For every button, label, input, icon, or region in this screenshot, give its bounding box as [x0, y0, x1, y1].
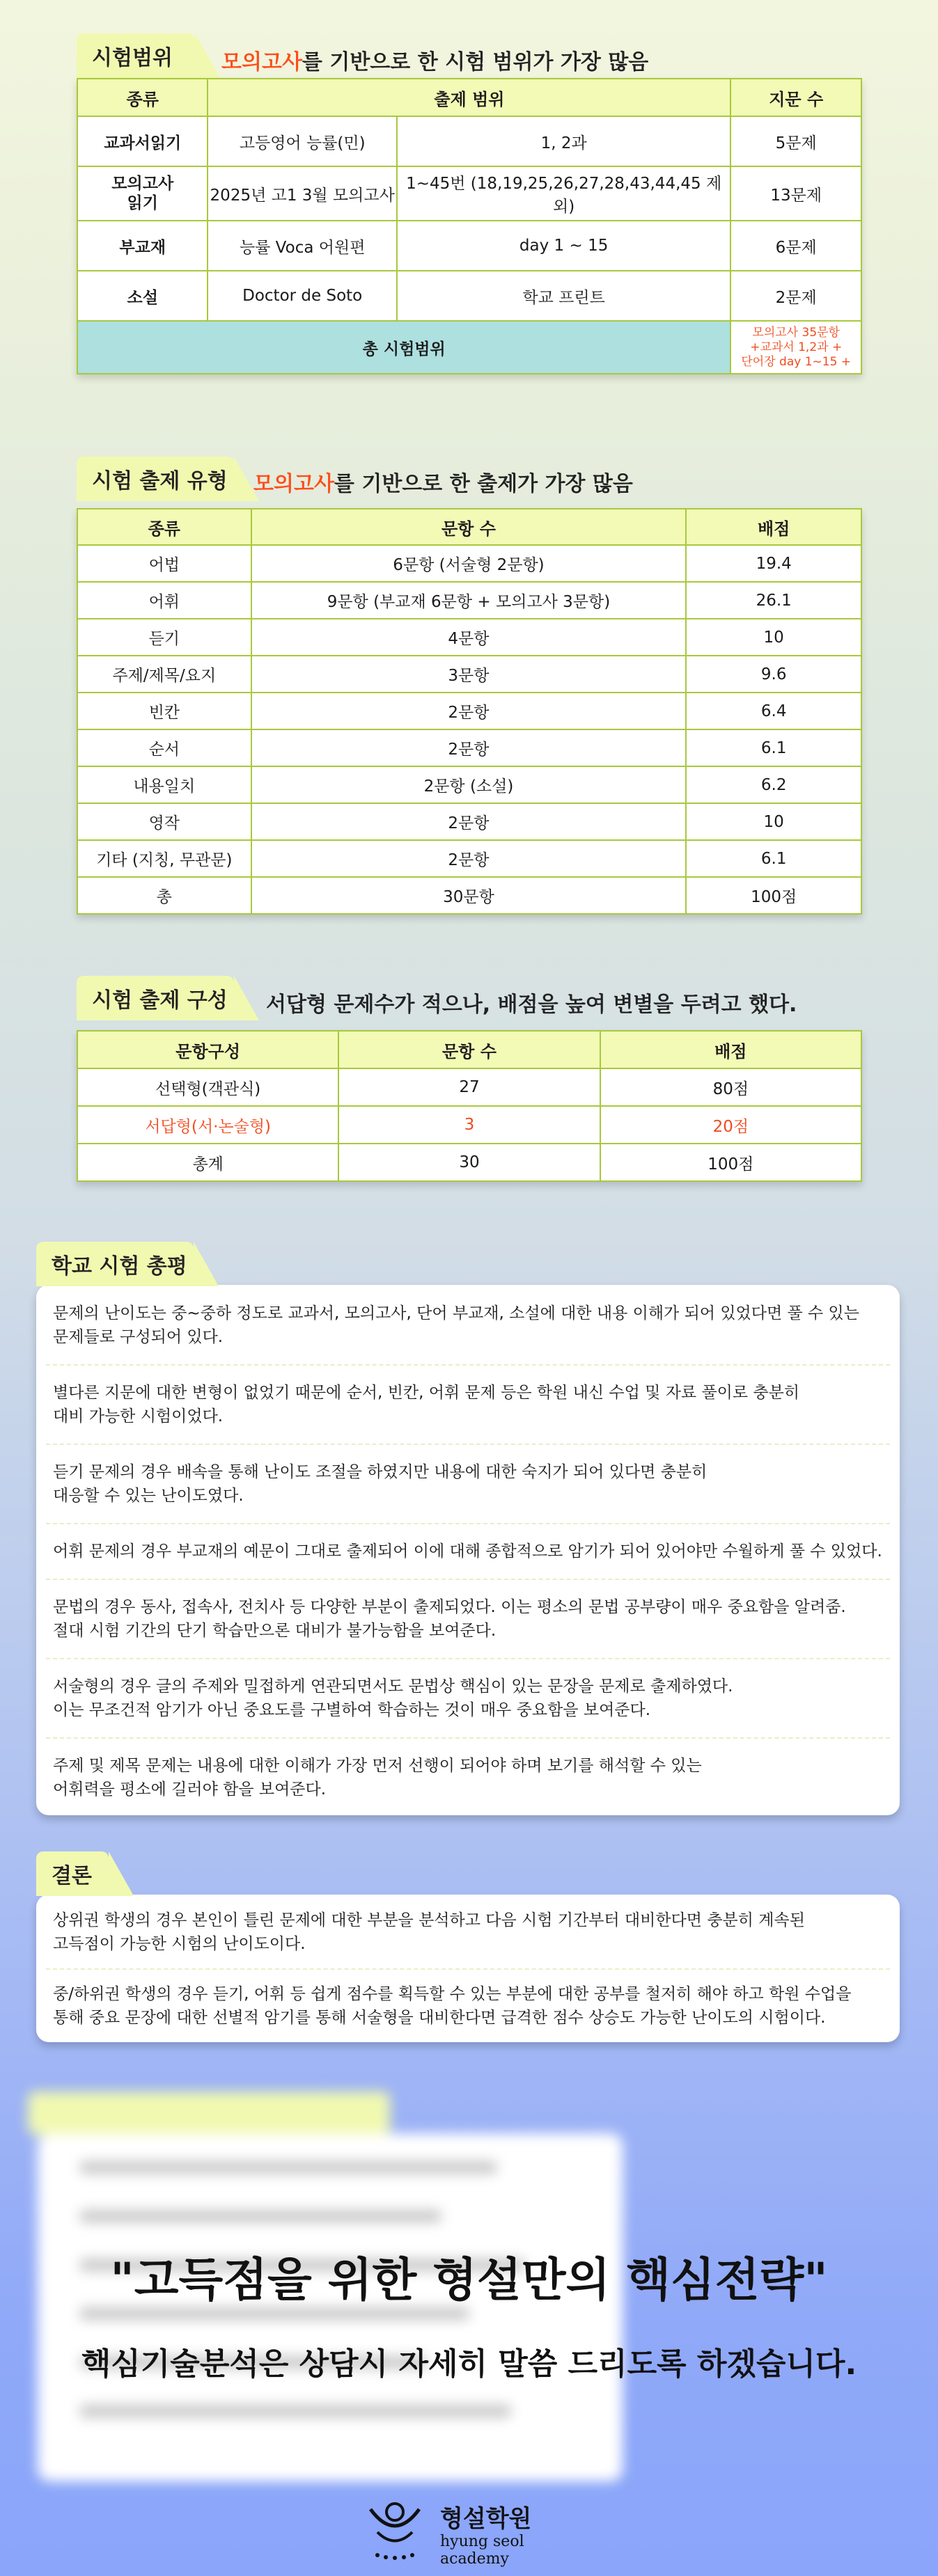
types-cell: 6문항 (서술형 2문항) [251, 545, 687, 582]
scope-cell-type: 부교재 [77, 221, 208, 271]
types-cell: 어법 [77, 545, 251, 582]
table-row [77, 766, 861, 803]
scope-cell-src: 고등영어 능률(민) [208, 116, 396, 166]
table-row [77, 729, 861, 766]
review-item: 듣기 문제의 경우 배속을 통해 난이도 조절을 하였지만 내용에 대한 숙지가 되어 있다면 충분히 대응할 수 있는 난이도였다. [53, 1463, 708, 1505]
table-row [77, 877, 861, 914]
structure-headline: 서답형 문제수가 적으나, 배점을 높여 변별을 두려고 했다. [266, 993, 797, 1017]
types-cell: 기타 (지칭, 무관문) [77, 840, 251, 877]
types-cell: 2문항 (소설) [251, 766, 687, 803]
academy-logo [357, 2494, 586, 2568]
structure-cell: 100점 [600, 1144, 861, 1181]
structure-cell: 30 [338, 1144, 600, 1181]
scope-headline-rest: 를 기반으로 한 시험 범위가 가장 많음 [302, 50, 649, 74]
table-row [77, 166, 861, 221]
types-header-count: 문항 수 [251, 509, 687, 545]
structure-cell: 선택형(객관식) [77, 1068, 338, 1106]
scope-cell-src: 2025년 고1 3월 모의고사 [208, 166, 396, 221]
conclusion-item: 중/하위권 학생의 경우 듣기, 어휘 등 쉽게 점수를 획득할 수 있는 부분에 대한 공부를 철저히 해야 하고 학원 수업을 통해 중요 문장에 대한 선별적 암기를 통해 서술형을 대비한다면 급격한 점수 상승도 가능한 난이도의 시험이다. [53, 1985, 852, 2027]
table-row [77, 803, 861, 840]
types-cell: 6.2 [686, 766, 861, 803]
table-row [77, 221, 861, 271]
structure-cell: 80점 [600, 1068, 861, 1106]
types-cell: 어휘 [77, 582, 251, 619]
scope-cell-type: 교과서읽기 [77, 116, 208, 166]
types-cell: 순서 [77, 729, 251, 766]
table-row [77, 693, 861, 729]
types-cell: 3문항 [251, 656, 687, 693]
types-cell: 2문항 [251, 693, 687, 729]
types-cell: 6.1 [686, 840, 861, 877]
types-header-score: 배점 [686, 509, 861, 545]
review-card [36, 1285, 900, 1815]
academy-name: 형설학원 [440, 2505, 532, 2533]
table-row [77, 116, 861, 166]
types-cell: 9문항 (부교재 6문항 + 모의고사 3문항) [251, 582, 687, 619]
scope-cell-count: 5문제 [730, 116, 861, 166]
promo-subtitle: 핵심기술분석은 상담시 자세히 말씀 드리도록 하겠습니다. [81, 2346, 857, 2382]
scope-table [77, 78, 862, 374]
structure-header: 배점 [600, 1031, 861, 1068]
types-cell: 4문항 [251, 619, 687, 656]
types-cell: 100점 [686, 877, 861, 914]
scope-headline [221, 45, 648, 75]
types-cell: 2문항 [251, 803, 687, 840]
types-cell: 2문항 [251, 729, 687, 766]
scope-cell-range: 1, 2과 [397, 116, 731, 166]
review-item: 별다른 지문에 대한 변형이 없었기 때문에 순서, 빈칸, 어휘 문제 등은 학원 내신 수업 및 자료 풀이로 충분히 대비 가능한 시험이었다. [53, 1384, 800, 1425]
review-item: 서술형의 경우 글의 주제와 밀접하게 연관되면서도 문법상 핵심이 있는 문장을 문제로 출제하였다. 이는 무조건적 암기가 아닌 중요도를 구별하여 학습하는 것이 매우 중요함을 보여준다. [53, 1677, 733, 1719]
structure-cell: 서답형(서·논술형) [77, 1106, 338, 1144]
types-cell: 10 [686, 619, 861, 656]
scope-cell-type: 모의고사 읽기 [77, 166, 208, 221]
types-cell: 19.4 [686, 545, 861, 582]
structure-cell: 3 [338, 1106, 600, 1144]
scope-header-type: 종류 [77, 79, 208, 116]
types-cell: 듣기 [77, 619, 251, 656]
types-cell: 10 [686, 803, 861, 840]
conclusion-card [36, 1895, 900, 2042]
types-tab [77, 457, 234, 501]
conclusion-tab-label: 결론 [52, 1864, 92, 1888]
table-row [77, 840, 861, 877]
scope-cell-count: 13문제 [730, 166, 861, 221]
conclusion-item: 상위권 학생의 경우 본인이 틀린 문제에 대한 부분을 분석하고 다음 시험 기간부터 대비한다면 충분히 계속된 고득점이 가능한 시험의 난이도이다. [53, 1911, 805, 1953]
types-cell: 6.4 [686, 693, 861, 729]
conclusion-tab [36, 1851, 109, 1896]
promo-quote: "고득점을 위한 형설만의 핵심전략" [110, 2253, 828, 2307]
structure-tab-label: 시험 출제 구성 [92, 988, 228, 1013]
table-row [77, 619, 861, 656]
types-cell: 내용일치 [77, 766, 251, 803]
divider [46, 1364, 890, 1366]
scope-total-label: 총 시험범위 [77, 321, 730, 374]
academy-name-english: hyung seol academy [440, 2533, 524, 2568]
review-tab-label: 학교 시험 총평 [52, 1254, 187, 1279]
types-tab-label: 시험 출제 유형 [92, 469, 228, 493]
table-row [77, 1106, 861, 1144]
table-row [77, 582, 861, 619]
types-cell: 30문항 [251, 877, 687, 914]
review-item: 문제의 난이도는 중~중하 정도로 교과서, 모의고사, 단어 부교재, 소설에 대한 내용 이해가 되어 있었다면 풀 수 있는 문제들로 구성되어 있다. [53, 1304, 859, 1346]
structure-cell: 총계 [77, 1144, 338, 1181]
scope-cell-count: 6문제 [730, 221, 861, 271]
types-headline-highlight: 모의고사 [253, 472, 334, 496]
scope-cell-range: day 1 ~ 15 [397, 221, 731, 271]
divider [46, 1658, 890, 1659]
review-item: 어휘 문제의 경우 부교재의 예문이 그대로 출제되어 이에 대해 종합적으로 암기가 되어 있어야만 수월하게 풀 수 있었다. [53, 1542, 882, 1560]
structure-header: 문항구성 [77, 1031, 338, 1068]
review-item: 주제 및 제목 문제는 내용에 대한 이해가 가장 먼저 선행이 되어야 하며 보기를 해석할 수 있는 어휘력을 평소에 길러야 함을 보여준다. [53, 1757, 702, 1799]
types-headline [253, 466, 633, 497]
structure-cell: 20점 [600, 1106, 861, 1144]
review-item: 문법의 경우 동사, 접속사, 전치사 등 다양한 부분이 출제되었다. 이는 평소의 문법 공부량이 매우 중요함을 알려줌. 절대 시험 기간의 단기 학습만으론 대비가 불가능함을 보여준다. [53, 1598, 846, 1640]
scope-tab-label: 시험범위 [92, 46, 173, 70]
blurred-tab [28, 2092, 390, 2135]
scope-cell-count: 2문제 [730, 271, 861, 321]
review-tab [36, 1242, 194, 1286]
scope-tab [77, 33, 195, 78]
academy-logo-icon [357, 2494, 433, 2563]
table-row [77, 1144, 861, 1181]
types-header-type: 종류 [77, 509, 251, 545]
structure-header: 문항 수 [338, 1031, 600, 1068]
structure-tab [77, 976, 234, 1020]
structure-cell: 27 [338, 1068, 600, 1106]
table-row [77, 321, 861, 374]
table-row [77, 656, 861, 693]
types-headline-rest: 를 기반으로 한 출제가 가장 많음 [334, 472, 633, 496]
table-row [77, 271, 861, 321]
structure-table [77, 1030, 862, 1182]
types-cell: 영작 [77, 803, 251, 840]
types-cell: 2문항 [251, 840, 687, 877]
scope-total-note: 모의고사 35문항 +교과서 1,2과 + 단어장 day 1~15 + [730, 321, 861, 374]
scope-header-count: 지문 수 [730, 79, 861, 116]
scope-cell-src: Doctor de Soto [208, 271, 396, 321]
table-row [77, 1068, 861, 1106]
divider [46, 1579, 890, 1580]
divider [46, 1523, 890, 1524]
types-cell: 총 [77, 877, 251, 914]
types-cell: 빈칸 [77, 693, 251, 729]
types-cell: 26.1 [686, 582, 861, 619]
divider [46, 1737, 890, 1739]
divider [46, 1968, 890, 1970]
divider [46, 1444, 890, 1445]
scope-cell-type: 소설 [77, 271, 208, 321]
table-row [77, 545, 861, 582]
scope-cell-src: 능률 Voca 어원편 [208, 221, 396, 271]
scope-cell-range: 1~45번 (18,19,25,26,27,28,43,44,45 제외) [397, 166, 731, 221]
types-cell: 6.1 [686, 729, 861, 766]
scope-headline-highlight: 모의고사 [221, 50, 302, 74]
types-table [77, 508, 862, 915]
types-cell: 9.6 [686, 656, 861, 693]
types-cell: 주제/제목/요지 [77, 656, 251, 693]
scope-cell-range: 학교 프린트 [397, 271, 731, 321]
scope-header-range: 출제 범위 [208, 79, 730, 116]
